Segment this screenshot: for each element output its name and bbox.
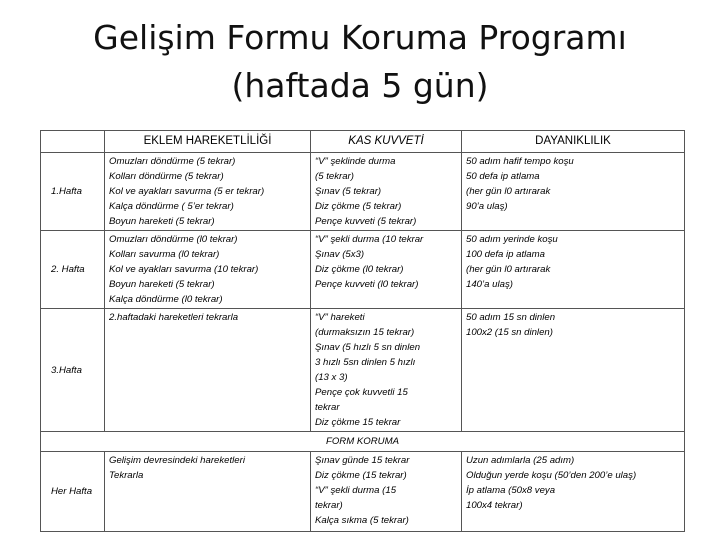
header-dayaniklilik: DAYANIKLILIK bbox=[462, 131, 685, 153]
header-kas: KAS KUVVETİ bbox=[311, 131, 462, 153]
dayaniklilik-cell: 50 adım hafif tempo koşu 50 defa ip atlama (her gün l0 artırarak 90’a ulaş) bbox=[462, 153, 685, 231]
dayaniklilik-cell: Uzun adımlarla (25 adım) Olduğun yerde koşu (50’den 200’e ulaş) İp atlama (50x8 veya 100x4 tekrar) bbox=[462, 452, 685, 532]
table-row bbox=[41, 452, 685, 532]
eklem-cell: Omuzları döndürme (5 tekrar) Kolları döndürme (5 tekrar) Kol ve ayakları savurma (5 er tekrar) Kalça döndürme ( 5’er tekrar) Boyun hareketi (5 tekrar) bbox=[105, 153, 311, 231]
table-row bbox=[41, 309, 685, 432]
form-koruma-label: FORM KORUMA bbox=[41, 432, 685, 452]
program-table bbox=[40, 130, 685, 532]
header-row bbox=[41, 131, 685, 153]
header-eklem: EKLEM HAREKETLİLİĞİ bbox=[105, 131, 311, 153]
eklem-cell: 2.haftadaki hareketleri tekrarla bbox=[105, 309, 311, 432]
week-label: 3.Hafta bbox=[41, 309, 105, 432]
table-row bbox=[41, 153, 685, 231]
header-week bbox=[41, 131, 105, 153]
eklem-cell: Omuzları döndürme (l0 tekrar) Kolları savurma (l0 tekrar) Kol ve ayakları savurma (10 tekrar) Boyun hareketi (5 tekrar) Kalça döndürme (l0 tekrar) bbox=[105, 231, 311, 309]
kas-cell: Şınav günde 15 tekrar Diz çökme (15 tekrar) “V” şekli durma (15 tekrar) Kalça sıkma (5 tekrar) bbox=[311, 452, 462, 532]
kas-cell: “V” hareketi (durmaksızın 15 tekrar) Şınav (5 hızlı 5 sn dinlen 3 hızlı 5sn dinlen 5 hızlı (13 x 3) Pençe çok kuvvetli 15 tekrar Diz çökme 15 tekrar bbox=[311, 309, 462, 432]
kas-cell: “V” şekli durma (10 tekrar Şınav (5x3) Diz çökme (l0 tekrar) Pençe kuvveti (l0 tekrar) bbox=[311, 231, 462, 309]
page-title bbox=[0, 14, 720, 110]
kas-cell: “V” şeklinde durma (5 tekrar) Şınav (5 tekrar) Diz çökme (5 tekrar) Pençe kuvveti (5 tekrar) bbox=[311, 153, 462, 231]
title-line-2: (haftada 5 gün) bbox=[231, 66, 489, 105]
week-label: 2. Hafta bbox=[41, 231, 105, 309]
table-row bbox=[41, 231, 685, 309]
form-koruma-row bbox=[41, 432, 685, 452]
eklem-cell: Gelişim devresindeki hareketleri Tekrarla bbox=[105, 452, 311, 532]
title-line-1: Gelişim Formu Koruma Programı bbox=[93, 18, 627, 57]
week-label: Her Hafta bbox=[41, 452, 105, 532]
dayaniklilik-cell: 50 adım 15 sn dinlen 100x2 (15 sn dinlen) bbox=[462, 309, 685, 432]
week-label: 1.Hafta bbox=[41, 153, 105, 231]
dayaniklilik-cell: 50 adım yerinde koşu 100 defa ip atlama (her gün l0 artırarak 140’a ulaş) bbox=[462, 231, 685, 309]
